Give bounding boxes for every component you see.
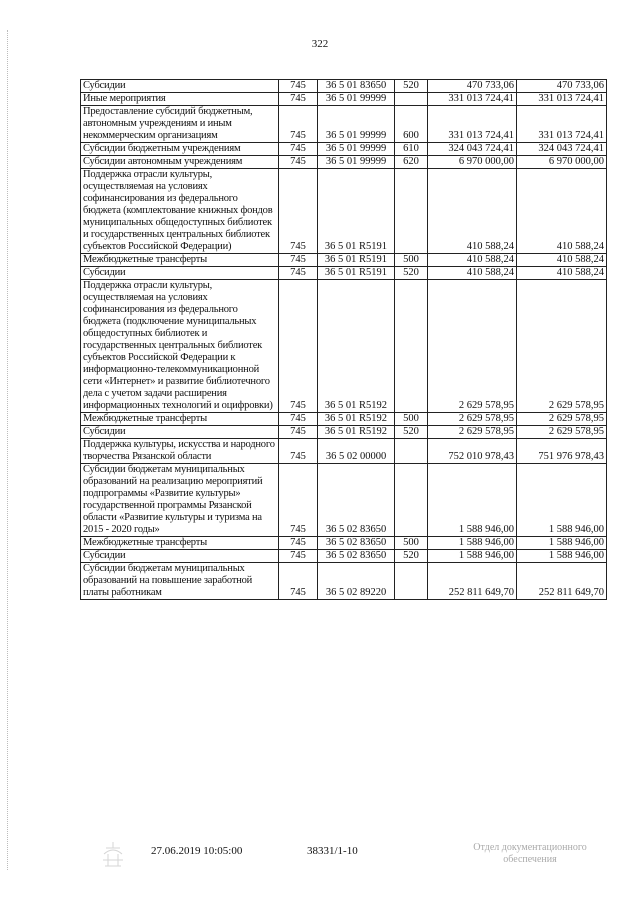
cell-sum-2: 1 588 946,00 bbox=[517, 537, 607, 550]
table-row bbox=[81, 143, 607, 156]
faded-stamp-icon bbox=[100, 840, 126, 870]
cell-sum-2: 2 629 578,95 bbox=[517, 426, 607, 439]
cell-sum-1: 410 588,24 bbox=[428, 169, 517, 254]
cell-ved: 745 bbox=[279, 254, 318, 267]
cell-vr: 620 bbox=[395, 156, 428, 169]
cell-sum-2: 331 013 724,41 bbox=[517, 106, 607, 143]
cell-name: Субсидии bbox=[81, 267, 279, 280]
cell-ved: 745 bbox=[279, 426, 318, 439]
table-row bbox=[81, 267, 607, 280]
cell-sum-2: 470 733,06 bbox=[517, 80, 607, 93]
cell-csr: 36 5 02 83650 bbox=[318, 537, 395, 550]
cell-name: Межбюджетные трансферты bbox=[81, 413, 279, 426]
budget-table-body bbox=[81, 80, 607, 600]
cell-vr bbox=[395, 169, 428, 254]
cell-sum-1: 752 010 978,43 bbox=[428, 439, 517, 464]
cell-sum-1: 331 013 724,41 bbox=[428, 106, 517, 143]
table-row bbox=[81, 156, 607, 169]
cell-ved: 745 bbox=[279, 106, 318, 143]
cell-csr: 36 5 01 99999 bbox=[318, 156, 395, 169]
cell-sum-2: 331 013 724,41 bbox=[517, 93, 607, 106]
cell-csr: 36 5 01 R5192 bbox=[318, 413, 395, 426]
cell-name: Субсидии бюджетным учреждениям bbox=[81, 143, 279, 156]
table-row bbox=[81, 537, 607, 550]
budget-table bbox=[80, 79, 607, 600]
cell-sum-2: 6 970 000,00 bbox=[517, 156, 607, 169]
cell-vr bbox=[395, 93, 428, 106]
cell-vr: 520 bbox=[395, 80, 428, 93]
cell-name: Поддержка культуры, искусства и народного творчества Рязанской области bbox=[81, 439, 279, 464]
cell-sum-2: 252 811 649,70 bbox=[517, 563, 607, 600]
cell-csr: 36 5 02 83650 bbox=[318, 550, 395, 563]
table-row bbox=[81, 254, 607, 267]
table-row bbox=[81, 280, 607, 413]
cell-name: Субсидии автономным учреждениям bbox=[81, 156, 279, 169]
cell-sum-1: 410 588,24 bbox=[428, 254, 517, 267]
cell-csr: 36 5 01 R5192 bbox=[318, 426, 395, 439]
cell-ved: 745 bbox=[279, 93, 318, 106]
cell-csr: 36 5 01 99999 bbox=[318, 93, 395, 106]
cell-sum-1: 1 588 946,00 bbox=[428, 550, 517, 563]
cell-vr: 500 bbox=[395, 413, 428, 426]
cell-ved: 745 bbox=[279, 267, 318, 280]
table-row bbox=[81, 93, 607, 106]
cell-sum-2: 1 588 946,00 bbox=[517, 550, 607, 563]
cell-sum-1: 6 970 000,00 bbox=[428, 156, 517, 169]
table-row bbox=[81, 464, 607, 537]
cell-csr: 36 5 01 99999 bbox=[318, 143, 395, 156]
cell-name: Субсидии bbox=[81, 550, 279, 563]
cell-csr: 36 5 01 R5191 bbox=[318, 267, 395, 280]
cell-csr: 36 5 01 83650 bbox=[318, 80, 395, 93]
page-number: 322 bbox=[311, 38, 329, 50]
cell-csr: 36 5 01 R5191 bbox=[318, 254, 395, 267]
cell-ved: 745 bbox=[279, 169, 318, 254]
cell-sum-2: 2 629 578,95 bbox=[517, 413, 607, 426]
cell-sum-2: 410 588,24 bbox=[517, 169, 607, 254]
footer-doc-number: 38331/1-10 bbox=[307, 845, 358, 857]
cell-vr bbox=[395, 280, 428, 413]
cell-sum-1: 2 629 578,95 bbox=[428, 426, 517, 439]
cell-csr: 36 5 02 00000 bbox=[318, 439, 395, 464]
table-row bbox=[81, 439, 607, 464]
cell-sum-2: 410 588,24 bbox=[517, 267, 607, 280]
cell-ved: 745 bbox=[279, 439, 318, 464]
cell-vr: 520 bbox=[395, 550, 428, 563]
table-row bbox=[81, 413, 607, 426]
cell-name: Предоставление субсидий бюджетным, автономным учреждениям и иным некоммерческим организациям bbox=[81, 106, 279, 143]
cell-sum-2: 410 588,24 bbox=[517, 254, 607, 267]
cell-sum-2: 751 976 978,43 bbox=[517, 439, 607, 464]
cell-sum-1: 1 588 946,00 bbox=[428, 464, 517, 537]
cell-vr: 500 bbox=[395, 254, 428, 267]
cell-ved: 745 bbox=[279, 80, 318, 93]
cell-ved: 745 bbox=[279, 464, 318, 537]
cell-sum-1: 2 629 578,95 bbox=[428, 280, 517, 413]
faded-department-stamp: Отдел документационного обеспечения bbox=[473, 842, 587, 865]
cell-name: Межбюджетные трансферты bbox=[81, 537, 279, 550]
cell-name: Поддержка отрасли культуры, осуществляемая на условиях софинансирования из федерального бюджета (комплектование книжных фондов муниципальных общедоступных библиотек и государственных центральных библиотек субъектов Российской Федерации) bbox=[81, 169, 279, 254]
cell-name: Межбюджетные трансферты bbox=[81, 254, 279, 267]
page-edge-line bbox=[7, 30, 8, 870]
cell-vr: 520 bbox=[395, 267, 428, 280]
cell-sum-2: 324 043 724,41 bbox=[517, 143, 607, 156]
cell-csr: 36 5 01 R5191 bbox=[318, 169, 395, 254]
table-row bbox=[81, 563, 607, 600]
cell-vr: 500 bbox=[395, 537, 428, 550]
cell-vr: 520 bbox=[395, 426, 428, 439]
cell-name: Субсидии бюджетам муниципальных образований на повышение заработной платы работникам bbox=[81, 563, 279, 600]
cell-sum-1: 1 588 946,00 bbox=[428, 537, 517, 550]
cell-sum-1: 252 811 649,70 bbox=[428, 563, 517, 600]
cell-ved: 745 bbox=[279, 156, 318, 169]
table-row bbox=[81, 426, 607, 439]
cell-vr bbox=[395, 563, 428, 600]
cell-vr: 610 bbox=[395, 143, 428, 156]
cell-sum-1: 2 629 578,95 bbox=[428, 413, 517, 426]
cell-sum-2: 2 629 578,95 bbox=[517, 280, 607, 413]
cell-sum-1: 324 043 724,41 bbox=[428, 143, 517, 156]
cell-name: Субсидии bbox=[81, 80, 279, 93]
cell-ved: 745 bbox=[279, 143, 318, 156]
cell-sum-1: 410 588,24 bbox=[428, 267, 517, 280]
cell-csr: 36 5 01 99999 bbox=[318, 106, 395, 143]
cell-vr: 600 bbox=[395, 106, 428, 143]
cell-ved: 745 bbox=[279, 280, 318, 413]
cell-csr: 36 5 02 89220 bbox=[318, 563, 395, 600]
cell-ved: 745 bbox=[279, 413, 318, 426]
cell-sum-1: 470 733,06 bbox=[428, 80, 517, 93]
cell-csr: 36 5 01 R5192 bbox=[318, 280, 395, 413]
footer-datetime: 27.06.2019 10:05:00 bbox=[151, 845, 243, 857]
cell-sum-1: 331 013 724,41 bbox=[428, 93, 517, 106]
cell-name: Поддержка отрасли культуры, осуществляемая на условиях софинансирования из федерального бюджета (подключение муниципальных общедоступных библиотек и государственных центральных библиотек субъектов Российской Федерации к информационно-телекоммуникационной сети «Интернет» и развитие библиотечного дела с учетом задачи расширения информационных технологий и оцифровки) bbox=[81, 280, 279, 413]
table-row bbox=[81, 550, 607, 563]
cell-ved: 745 bbox=[279, 563, 318, 600]
cell-name: Субсидии bbox=[81, 426, 279, 439]
cell-name: Субсидии бюджетам муниципальных образований на реализацию мероприятий подпрограммы «Развитие культуры» государственной программы Рязанской области «Развитие культуры и туризма на 2015 - 2020 годы» bbox=[81, 464, 279, 537]
table-row bbox=[81, 80, 607, 93]
cell-sum-2: 1 588 946,00 bbox=[517, 464, 607, 537]
cell-ved: 745 bbox=[279, 537, 318, 550]
cell-vr bbox=[395, 439, 428, 464]
table-row bbox=[81, 169, 607, 254]
cell-csr: 36 5 02 83650 bbox=[318, 464, 395, 537]
cell-ved: 745 bbox=[279, 550, 318, 563]
table-row bbox=[81, 106, 607, 143]
cell-vr bbox=[395, 464, 428, 537]
cell-name: Иные мероприятия bbox=[81, 93, 279, 106]
